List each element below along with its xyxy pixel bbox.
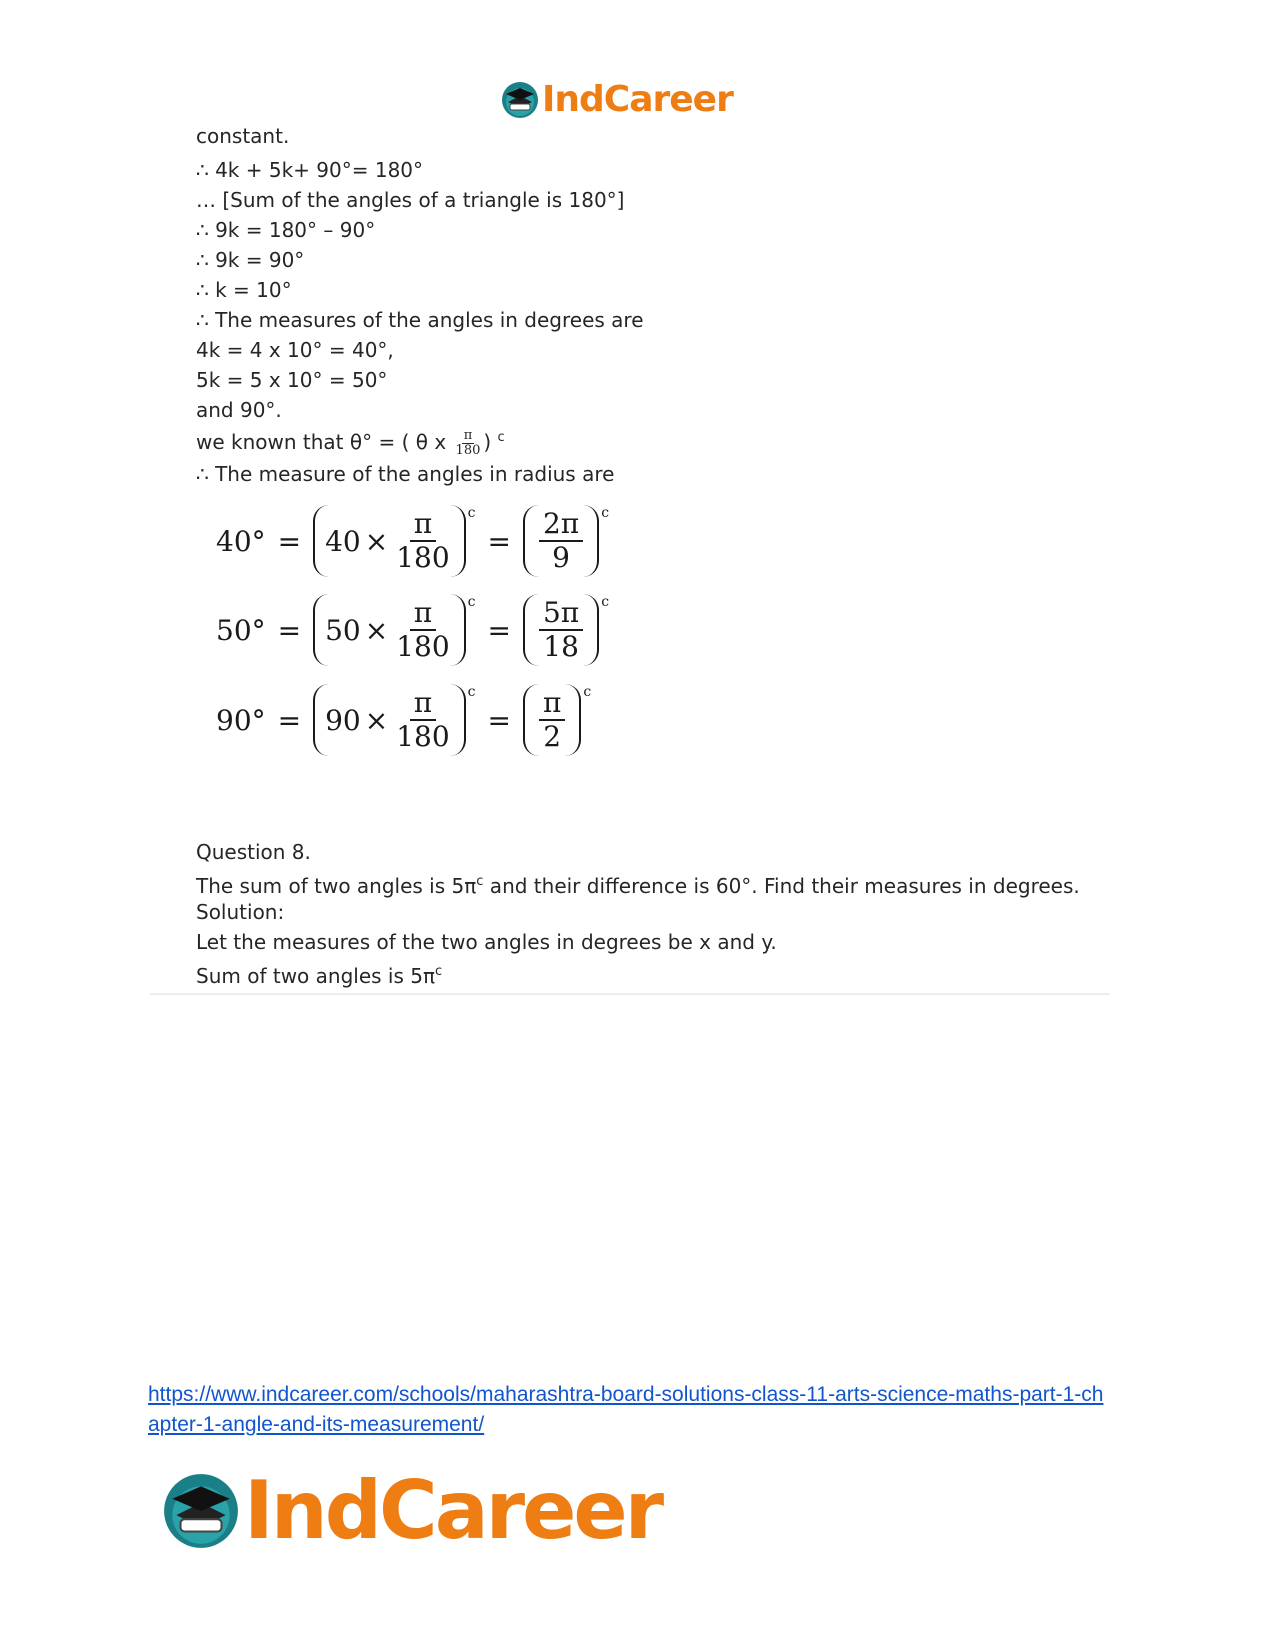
times-sign: × [364,613,389,647]
text-line: ∴ The measure of the angles in radius are [196,462,615,486]
equation-lhs: 50° [216,613,266,647]
logo-text: IndCareer [244,1464,662,1557]
question-text-part: and their difference is 60°. Find their measures in degrees. [483,874,1080,898]
text-line: ∴ 4k + 5k+ 90°= 180° [196,158,424,182]
sum-text: Sum of two angles is 5π [196,964,436,988]
equals-sign: = [487,524,511,558]
result-fraction [539,508,583,574]
fraction-denominator: 9 [552,541,570,574]
radian-superscript: c [467,505,476,521]
equals-sign: = [277,524,302,558]
cropped-previous-line: constant. [196,124,290,148]
parenthesized-result [523,505,599,577]
fraction-numerator: π [539,687,565,721]
question-text [196,870,1080,898]
pi-over-180-fraction [456,429,481,458]
parenthesized-product [313,684,466,756]
text-line: 5k = 5 x 10° = 50° [196,368,388,392]
content-divider [150,993,1110,995]
radian-superscript: c [476,874,484,889]
fraction-numerator: π [410,597,436,631]
logo-text: IndCareer [542,79,733,120]
indcareer-logo-top [500,80,733,120]
text-line [196,960,442,988]
fraction-denominator: 180 [396,630,450,663]
radian-superscript: c [583,684,592,700]
equals-sign: = [277,613,302,647]
equation-90 [216,684,591,756]
graduation-cap-book-icon [160,1470,242,1552]
times-sign: × [364,703,389,737]
question-text-part: The sum of two angles is 5π [196,874,477,898]
parenthesized-result [523,594,599,666]
fraction-numerator: π [463,428,473,443]
text-line: 4k = 4 x 10° = 40°, [196,338,394,362]
text-line: ∴ k = 10° [196,278,292,302]
equation-lhs: 90° [216,703,266,737]
fraction-denominator: 180 [455,443,481,458]
factor-value: 50 [325,613,361,647]
fraction-numerator: 2π [539,508,583,542]
pi-over-180-fraction [396,597,449,663]
formula-prefix: we known that θ° = ( θ x [196,430,447,454]
fraction-numerator: π [410,508,436,542]
text-line: and 90°. [196,398,282,422]
factor-value: 40 [325,524,361,558]
fraction-denominator: 180 [396,541,450,574]
fraction-denominator: 18 [543,630,579,663]
pi-over-180-fraction [396,508,449,574]
equation-40 [216,505,609,577]
fraction-numerator: π [410,687,436,721]
fraction-denominator: 2 [543,720,562,753]
times-sign: × [364,524,389,558]
equals-sign: = [277,703,302,737]
indcareer-logo-bottom [160,1464,662,1557]
text-line: Let the measures of the two angles in degrees be x and y. [196,930,777,954]
formula-suffix: ) [483,430,492,454]
fraction-numerator: 5π [539,597,583,631]
text-line: ∴ The measures of the angles in degrees are [196,308,644,332]
equation-lhs: 40° [216,524,266,558]
equals-sign: = [487,703,511,737]
parenthesized-result [523,684,581,756]
radian-superscript: c [601,594,610,610]
result-fraction [539,687,565,753]
parenthesized-product [313,594,466,666]
factor-value: 90 [325,703,361,737]
parenthesized-product [313,505,466,577]
text-line: ∴ 9k = 90° [196,248,305,272]
pi-over-180-fraction [396,687,449,753]
source-url-link[interactable]: https://www.indcareer.com/schools/maharashtra-board-solutions-class-11-arts-science-maths-part-1-chapter-1-angle-and-its-measurement/ [148,1383,1104,1436]
formula-line [196,426,505,458]
equals-sign: = [487,613,511,647]
equation-50 [216,594,609,666]
radian-superscript: c [435,964,443,979]
radian-superscript: c [467,684,476,700]
text-line: ∴ 9k = 180° – 90° [196,218,376,242]
text-line: … [Sum of the angles of a triangle is 180°] [196,188,625,212]
graduation-cap-book-icon [500,80,540,120]
result-fraction [539,597,583,663]
radian-superscript: c [467,594,476,610]
radian-superscript: c [601,505,610,521]
solution-label: Solution: [196,900,285,924]
question-title: Question 8. [196,840,311,864]
radian-superscript: c [497,430,505,445]
fraction-denominator: 180 [396,720,450,753]
